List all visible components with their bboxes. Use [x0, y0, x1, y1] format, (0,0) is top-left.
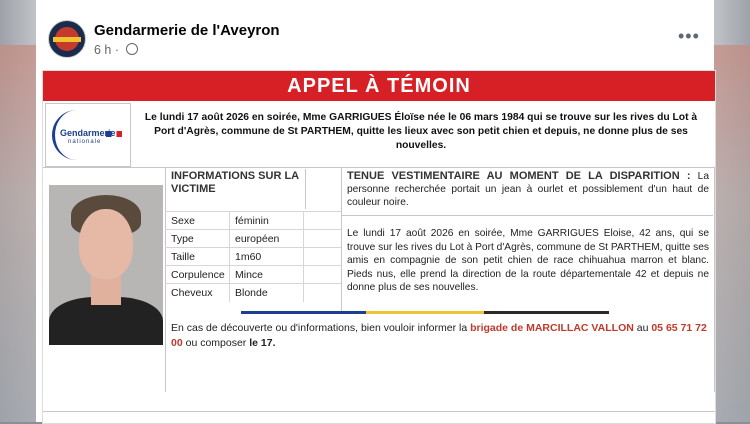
- more-horizontal-icon[interactable]: •••: [678, 26, 700, 46]
- info-value: Blonde: [235, 287, 268, 299]
- poster-image[interactable]: [42, 70, 716, 424]
- cell-divider: [303, 284, 304, 302]
- info-value: féminin: [235, 215, 269, 227]
- info-key: Taille: [171, 251, 195, 263]
- cell-divider: [229, 230, 230, 248]
- cell-divider: [303, 230, 304, 248]
- narrative-text: Le lundi 17 août 2026 en soirée, Mme GARRIGUES Eloise, 42 ans, qui se trouve sur les rives du Lot à Port d'Agrès, commune de St PARTHEM, quitte ses amis en compagnie de son petit chien de race chihuahua marron et blanc. Pieds nus, elle prend la direction de la route départementale 42 et depuis ne donne plus de ses nouvelles.: [347, 228, 709, 293]
- info-key: Corpulence: [171, 269, 225, 281]
- photo-neck: [91, 275, 121, 305]
- color-stripe: [241, 311, 609, 314]
- clothing-section: [347, 170, 709, 209]
- phone-number: 05 65 71 72 00: [171, 322, 707, 349]
- background-left: [0, 45, 36, 422]
- clothing-description: La personne recherchée portait un jean à ourlet et possiblement d'un haut de couleur noire.: [347, 171, 709, 208]
- brigade-name: brigade de MARCILLAC VALLON: [470, 322, 634, 334]
- info-value: 1m60: [235, 251, 262, 263]
- cell-divider: [303, 248, 304, 266]
- info-row: [165, 247, 341, 266]
- info-row: [165, 283, 341, 302]
- info-row: [165, 229, 341, 248]
- contact-text: [171, 321, 711, 351]
- photo-face: [79, 209, 133, 279]
- cell-divider: [303, 266, 304, 284]
- info-key: Cheveux: [171, 287, 213, 299]
- divider: [341, 215, 713, 216]
- victim-photo: [49, 185, 163, 345]
- cell-divider: [229, 266, 230, 284]
- post-time[interactable]: 6 h: [94, 43, 112, 57]
- contact-intro: En cas de découverte ou d'informations, bien vouloir informer la: [171, 322, 471, 334]
- post-header: [36, 0, 714, 68]
- info-value: Mince: [235, 269, 264, 281]
- emergency-number: le 17.: [249, 337, 276, 349]
- separator-dot: ·: [114, 43, 120, 57]
- intro-text: Le lundi 17 août 2026 en soirée, Mme GARRIGUES Éloïse née le 06 mars 1984 qui se trouve sur les rives du Lot à Port d'Agrès, commune de St PARTHEM, quitte les lieux avec son petit chien et depuis, ne donne plus de ses nouvelles.: [144, 112, 698, 151]
- cell-divider: [229, 284, 230, 302]
- post-timestamp[interactable]: [94, 43, 138, 57]
- divider: [43, 411, 715, 412]
- contact-or: ou composer: [182, 337, 250, 349]
- info-value: européen: [235, 233, 280, 245]
- page-avatar[interactable]: [48, 20, 86, 58]
- info-row: [165, 265, 341, 284]
- post-card: [36, 0, 714, 422]
- background-right: [714, 45, 750, 422]
- avatar-band: [53, 37, 81, 42]
- cell-divider: [303, 212, 304, 230]
- page-name[interactable]: Gendarmerie de l'Aveyron: [94, 22, 280, 39]
- clothing-title: TENUE VESTIMENTAIRE AU MOMENT DE LA DISPARITION :: [347, 170, 691, 182]
- logo-subtitle: nationale: [68, 139, 102, 145]
- poster-banner: APPEL À TÉMOIN: [43, 71, 715, 101]
- info-key: Sexe: [171, 215, 195, 227]
- contact-connector: au: [633, 322, 652, 334]
- gendarmerie-logo: [45, 103, 131, 167]
- info-title: INFORMATIONS SUR LA VICTIME: [171, 170, 299, 195]
- info-row: [165, 211, 341, 230]
- logo-name: Gendarmerie: [60, 128, 116, 138]
- globe-icon: [126, 43, 138, 55]
- info-title-cell: [305, 169, 342, 209]
- info-key: Type: [171, 233, 194, 245]
- cell-divider: [229, 248, 230, 266]
- cell-divider: [229, 212, 230, 230]
